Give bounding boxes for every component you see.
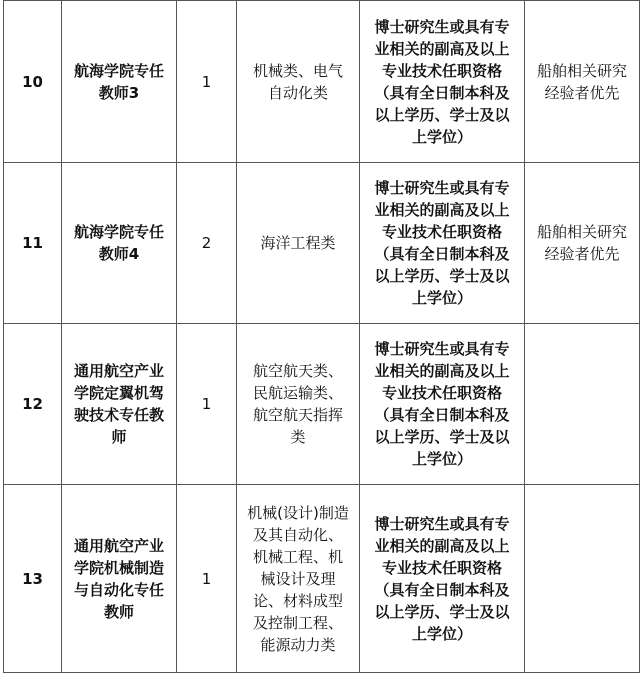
major-requirement: 机械(设计)制造 及其自动化、 机械工程、机 械设计及理 论、材料成型 及控制工程、 能源动力类 — [247, 503, 349, 654]
count-cell — [177, 324, 237, 485]
note-cell — [525, 324, 640, 485]
count-cell — [177, 485, 237, 673]
row-number: 12 — [22, 395, 43, 413]
position-count: 1 — [201, 395, 212, 413]
position-name: 航海学院专任 教师4 — [73, 223, 164, 263]
position-name: 通用航空产业 学院机械制造 与自动化专任 教师 — [73, 536, 164, 621]
recruitment-table — [3, 0, 640, 673]
major-cell — [237, 1, 360, 163]
table-row — [4, 324, 640, 485]
major-requirement: 航空航天类、 民航运输类、 航空航天指挥 类 — [252, 362, 343, 446]
major-cell — [237, 163, 360, 324]
position-count: 1 — [201, 72, 212, 91]
row-number: 11 — [22, 234, 43, 252]
count-cell — [177, 163, 237, 324]
position-cell — [62, 163, 177, 324]
qualification-cell — [360, 485, 525, 673]
qualification-cell — [360, 1, 525, 163]
note-text: 船舶相关研究 经验者优先 — [536, 61, 627, 102]
position-count: 1 — [201, 569, 212, 588]
note-cell — [525, 163, 640, 324]
note-text: 船舶相关研究 经验者优先 — [536, 223, 627, 263]
position-name: 通用航空产业 学院定翼机驾 驶技术专任教 师 — [73, 362, 164, 446]
qualification-requirement: 博士研究生或具有专 业相关的副高及以上 专业技术任职资格 （具有全日制本科及 以上学历、学士及以 上学位） — [374, 514, 510, 643]
major-cell — [237, 324, 360, 485]
row-number-cell — [4, 1, 62, 163]
table-row — [4, 1, 640, 163]
position-count: 2 — [201, 234, 212, 252]
position-name: 航海学院专任 教师3 — [73, 61, 164, 102]
row-number-cell — [4, 163, 62, 324]
table-row — [4, 485, 640, 673]
position-cell — [62, 485, 177, 673]
major-cell — [237, 485, 360, 673]
major-requirement: 海洋工程类 — [260, 234, 336, 252]
qualification-cell — [360, 324, 525, 485]
note-cell — [525, 485, 640, 673]
count-cell — [177, 1, 237, 163]
qualification-requirement: 博士研究生或具有专 业相关的副高及以上 专业技术任职资格 （具有全日制本科及 以上学历、学士及以 上学位） — [374, 340, 510, 468]
row-number-cell — [4, 324, 62, 485]
position-cell — [62, 1, 177, 163]
row-number: 10 — [22, 72, 43, 91]
qualification-cell — [360, 163, 525, 324]
major-requirement: 机械类、电气 自动化类 — [252, 61, 343, 102]
table-row — [4, 163, 640, 324]
qualification-requirement: 博士研究生或具有专 业相关的副高及以上 专业技术任职资格 （具有全日制本科及 以上学历、学士及以 上学位） — [374, 17, 510, 146]
position-cell — [62, 324, 177, 485]
qualification-requirement: 博士研究生或具有专 业相关的副高及以上 专业技术任职资格 （具有全日制本科及 以上学历、学士及以 上学位） — [374, 179, 510, 307]
note-cell — [525, 1, 640, 163]
row-number: 13 — [22, 569, 43, 588]
row-number-cell — [4, 485, 62, 673]
